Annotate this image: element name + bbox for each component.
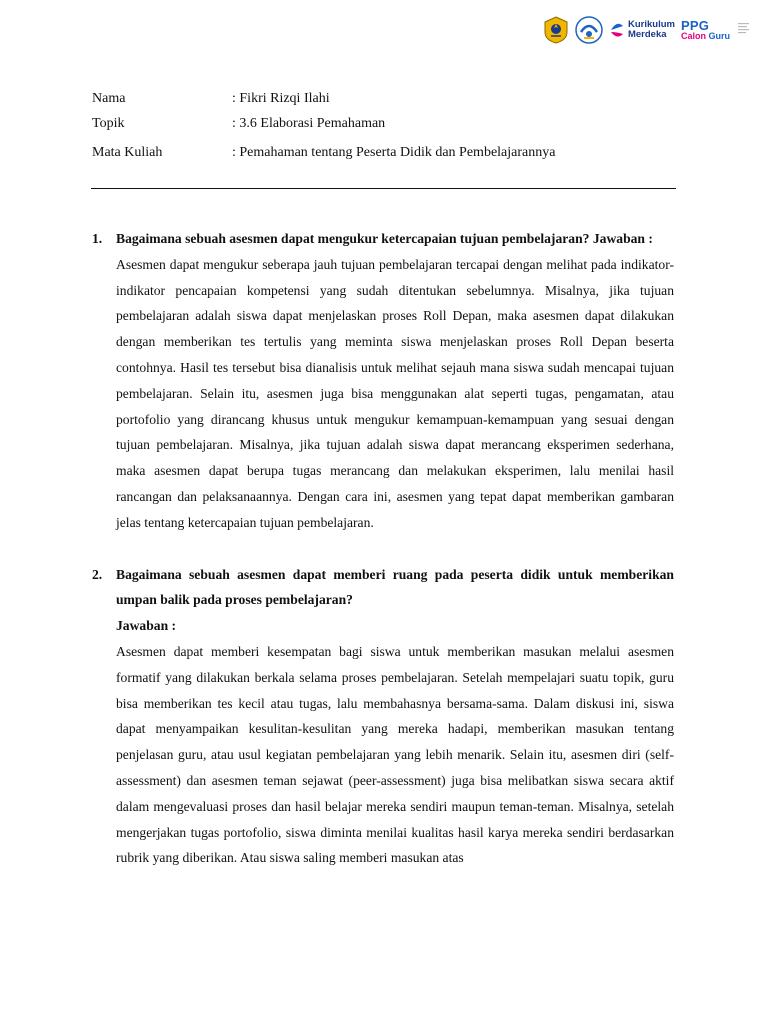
ppg-text: PPG [680,18,710,33]
jawaban-label: Jawaban : [592,231,653,246]
question-text: Bagaimana sebuah asesmen dapat mengukur ketercapaian tujuan pembelajaran? [116,231,590,246]
kurikulum-merdeka-icon [609,20,625,40]
question-item-1 [92,226,674,536]
question-number: 2. [92,566,103,582]
header-logos [543,14,754,46]
jawaban-label: Jawaban : [116,618,177,634]
mata-kuliah-label: Mata Kuliah [92,145,163,160]
nama-value: : Fikri Rizqi Ilahi [232,91,330,106]
guru-text: Guru [708,31,730,41]
ppg-tagline-mark [734,20,754,40]
mata-kuliah-value: : Pemahaman tentang Peserta Didik dan Pembelajarannya [232,145,556,160]
nama-label: Nama [92,91,126,106]
answer-text: Asesmen dapat mengukur seberapa jauh tujuan pembelajaran tercapai dengan melihat pada indikator-indikator pencapaian kompetensi yang sudah ditentukan sebelumnya. Misalnya, jika tujuan pembelajaran adalah siswa dapat menjelaskan proses Roll Depan, maka asesmen dapat dilakukan dengan memberikan tes tertulis yang meminta siswa menjelaskan proses Roll Depan beserta contohnya. Hasil tes tersebut bisa dianalisis untuk melihat sejauh mana siswa sudah mencapai tujuan pembelajaran. Selain itu, asesmen juga bisa menggunakan alat seperti tugas, pengamatan, atau portofolio yang dirancang khusus untuk mengukur kemampuan-kemampuan yang sesuai dengan tujuan pembelajaran. Misalnya, jika tujuan adalah siswa dapat merancang eksperimen sederhana, maka asesmen dapat berupa tugas merancang dan melakukan eksperimen, lalu menilai hasil rancangan dan pelaksanaannya. Dengan cara ini, asesmen yang tepat dapat memberikan gambaran jelas tentang ketercapaian tujuan pembelajaran. [116,256,674,530]
kurikulum-text: Kurikulum [627,19,675,30]
topik-value: : 3.6 Elaborasi Pemahaman [232,116,386,131]
kemendikbud-seal-icon [543,16,569,44]
document-header [92,90,676,169]
question-number: 1. [92,231,103,246]
header-row-mata-kuliah [92,144,676,169]
topik-label: Topik [92,116,125,131]
answer-text: Asesmen dapat memberi kesempatan bagi siswa untuk memberikan masukan melalui asesmen formatif yang dilakukan berkala selama proses pembelajaran. Setelah mempelajari suatu topik, guru bisa memberikan tes kecil atau tugas, lalu membahasnya bersama-sama. Dalam diskusi ini, siswa dapat menyampaikan kesulitan-kesulitan yang mereka hadapi, memberikan masukan tentang penjelasan guru, atau usul kegiatan pembelajaran yang lebih menarik. Selain itu, asesmen diri (self-assessment) dan asesmen teman sejawat (peer-assessment) juga bisa melibatkan siswa secara aktif dalam mengevaluasi proses dan hasil belajar mereka sendiri maupun teman-teman. Misalnya, setelah mengerjakan tugas portofolio, siswa diminta menilai kualitas hasil karya mereka sendiri berdasarkan rubrik yang diberikan. Atau siswa saling memberi masukan atas [116,643,674,866]
merdeka-text: Merdeka [627,29,667,40]
question-heading [116,226,674,252]
question-list [92,226,674,888]
header-divider [91,188,676,189]
ppg-calon-guru-logo [681,19,730,41]
header-row-nama [92,90,676,115]
header-row-topik [92,115,676,144]
question-text: Bagaimana sebuah asesmen dapat memberi ruang pada peserta didik untuk memberikan umpan balik pada proses pembelajaran? [116,566,674,608]
question-item-2 [92,562,674,872]
tut-wuri-handayani-icon [575,16,603,44]
kurikulum-merdeka-logo [609,20,675,40]
calon-text: Calon [680,31,706,41]
